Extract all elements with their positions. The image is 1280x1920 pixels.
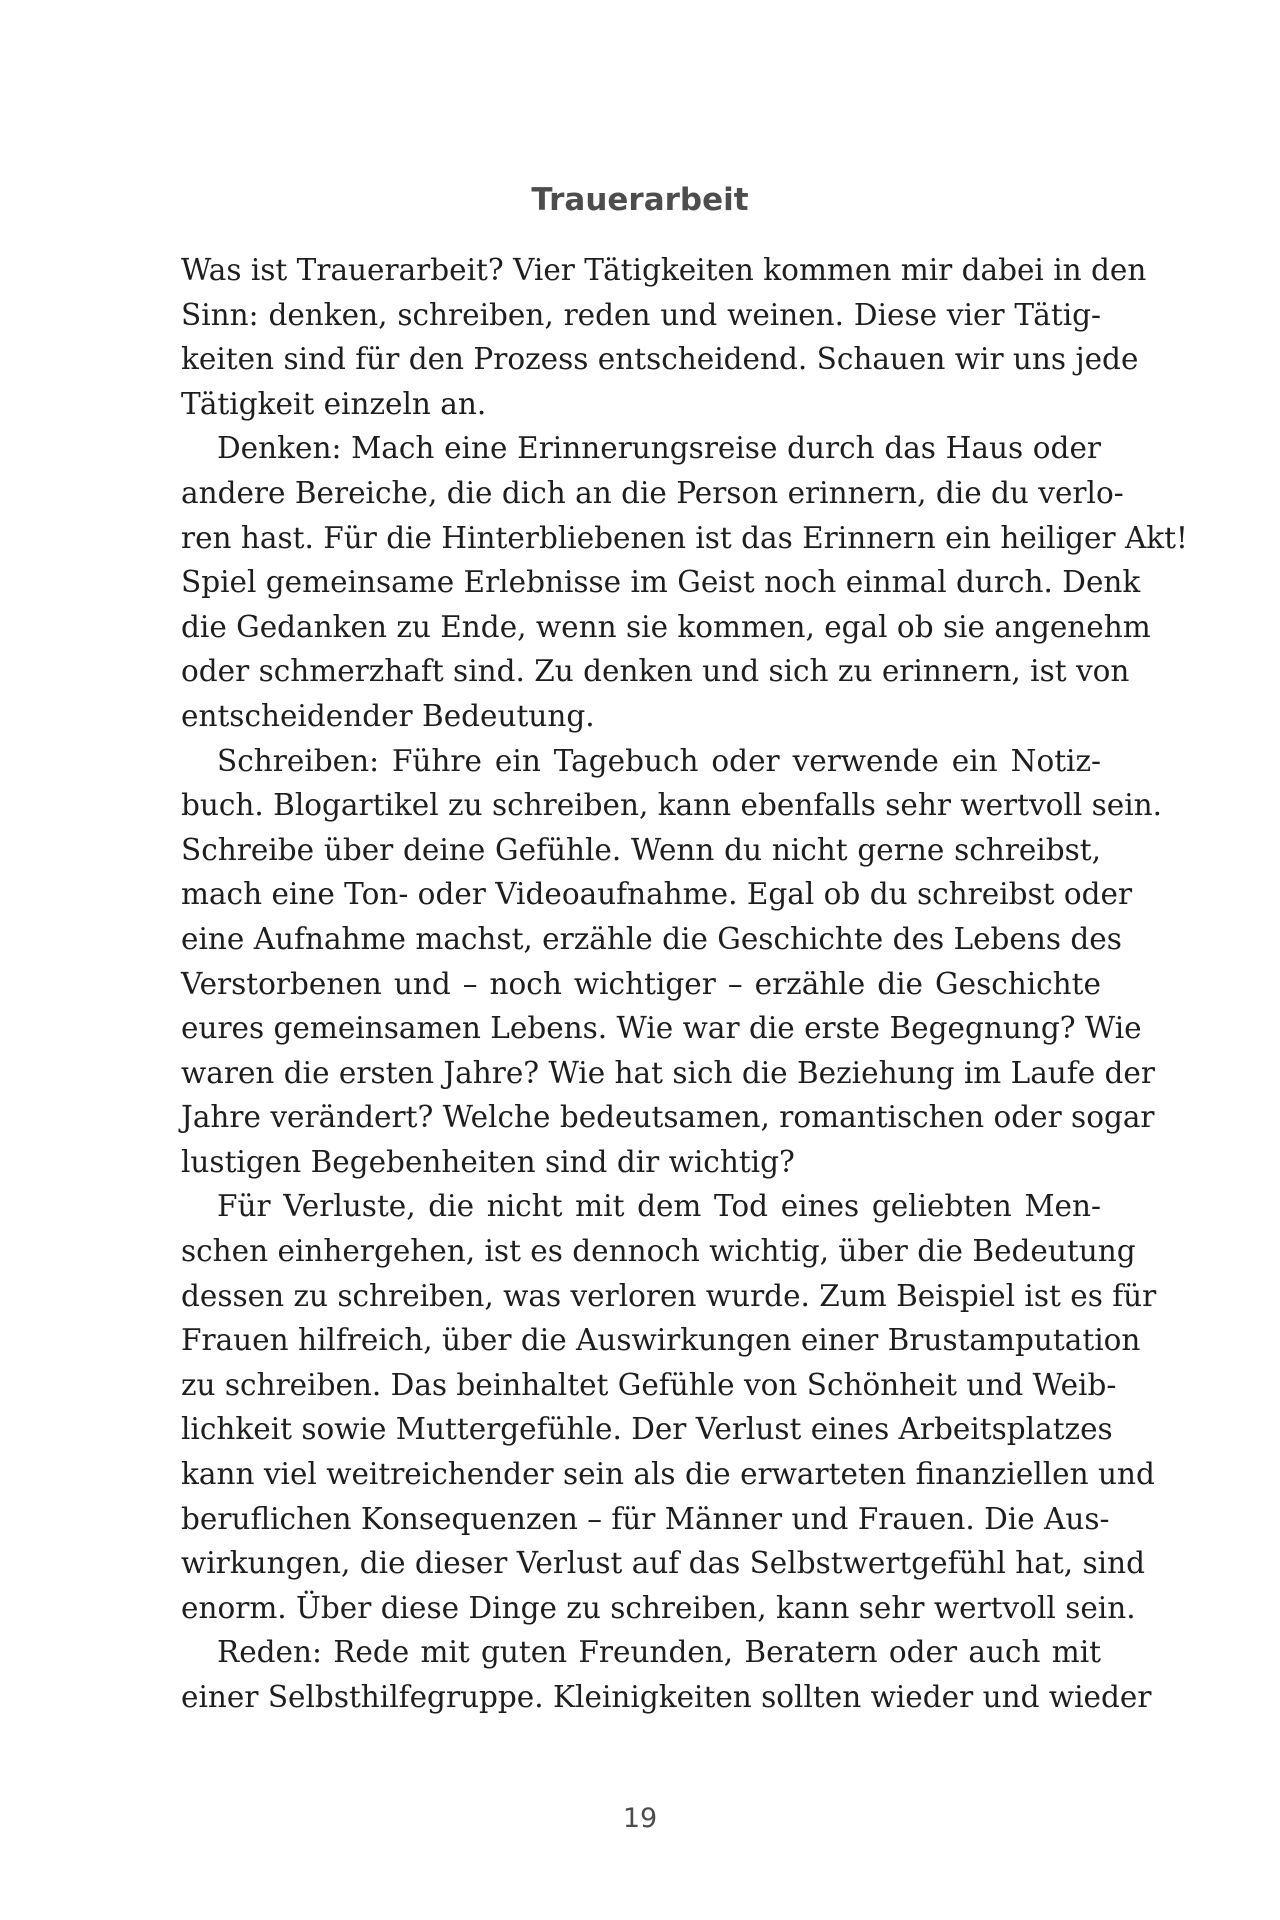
- paragraph: [181, 739, 1163, 1185]
- text-line: schen einhergehen, ist es dennoch wichtig, über die Bedeutung: [181, 1234, 1136, 1269]
- text-line: Denken: Mach eine Erinnerungsreise durch das Haus oder: [217, 431, 1101, 466]
- text-line: lustigen Begebenheiten sind dir wichtig?: [181, 1144, 795, 1179]
- text-line: buch. Blogartikel zu schreiben, kann ebenfalls sehr wertvoll sein.: [181, 788, 1163, 823]
- text-line: ren hast. Für die Hinterbliebenen ist das Erinnern ein heiliger Akt!: [181, 520, 1188, 555]
- body-text: [181, 248, 1188, 1720]
- text-line: Frauen hilfreich, über die Auswirkungen einer Brustamputation: [181, 1323, 1141, 1358]
- text-line: Was ist Trauerarbeit? Vier Tätigkeiten kommen mir dabei in den: [181, 253, 1147, 287]
- text-line: eine Aufnahme machst, erzähle die Geschichte des Lebens des: [181, 921, 1122, 956]
- paragraph: [181, 1184, 1157, 1630]
- text-line: einer Selbsthilfegruppe. Kleinigkeiten sollten wieder und wieder: [181, 1680, 1152, 1714]
- text-line: zu schreiben. Das beinhaltet Gefühle von Schönheit und Weib-: [181, 1367, 1117, 1402]
- text-line: Schreiben: Führe ein Tagebuch oder verwende ein Notiz-: [217, 743, 1101, 778]
- paragraph: [181, 426, 1188, 738]
- text-line: oder schmerzhaft sind. Zu denken und sich zu erinnern, ist von: [181, 654, 1130, 689]
- text-line: mach eine Ton- oder Videoaufnahme. Egal ob du schreibst oder: [181, 877, 1133, 912]
- text-line: kann viel weitreichender sein als die erwarteten finanziellen und: [181, 1457, 1155, 1492]
- text-line: dessen zu schreiben, was verloren wurde. Zum Beispiel ist es für: [181, 1278, 1157, 1313]
- text-line: Für Verluste, die nicht mit dem Tod eines geliebten Men-: [217, 1189, 1101, 1224]
- text-line: Jahre verändert? Welche bedeutsamen, romantischen oder sogar: [181, 1100, 1155, 1135]
- paragraph: [181, 1630, 1152, 1719]
- text-line: Verstorbenen und – noch wichtiger – erzähle die Geschichte: [181, 966, 1101, 1001]
- text-line: wirkungen, die dieser Verlust auf das Selbstwertgefühl hat, sind: [181, 1546, 1145, 1581]
- text-line: Tätigkeit einzeln an.: [181, 386, 487, 421]
- text-line: Reden: Rede mit guten Freunden, Beratern oder auch mit: [217, 1635, 1101, 1670]
- text-line: die Gedanken zu Ende, wenn sie kommen, egal ob sie angenehm: [181, 609, 1151, 644]
- text-line: beruflichen Konsequenzen – für Männer und Frauen. Die Aus-: [181, 1501, 1110, 1536]
- text-line: keiten sind für den Prozess entscheidend. Schauen wir uns jede: [181, 342, 1139, 377]
- text-line: Sinn: denken, schreiben, reden und weinen. Diese vier Tätig-: [181, 297, 1101, 332]
- text-line: waren die ersten Jahre? Wie hat sich die Beziehung im Laufe der: [181, 1055, 1155, 1090]
- paragraph: [181, 248, 1147, 426]
- page-number: 19: [622, 1803, 658, 1834]
- text-line: lichkeit sowie Muttergefühle. Der Verlust eines Arbeitsplatzes: [181, 1412, 1113, 1447]
- section-heading: Trauerarbeit: [531, 182, 749, 218]
- text-line: entscheidender Bedeutung.: [181, 698, 595, 733]
- text-line: Spiel gemeinsame Erlebnisse im Geist noch einmal durch. Denk: [181, 565, 1141, 600]
- text-line: Schreibe über deine Gefühle. Wenn du nicht gerne schreibst,: [181, 832, 1101, 867]
- text-line: enorm. Über diese Dinge zu schreiben, kann sehr wertvoll sein.: [181, 1590, 1136, 1625]
- text-line: andere Bereiche, die dich an die Person erinnern, die du verlo-: [181, 475, 1124, 510]
- text-line: eures gemeinsamen Lebens. Wie war die erste Begegnung? Wie: [181, 1011, 1142, 1046]
